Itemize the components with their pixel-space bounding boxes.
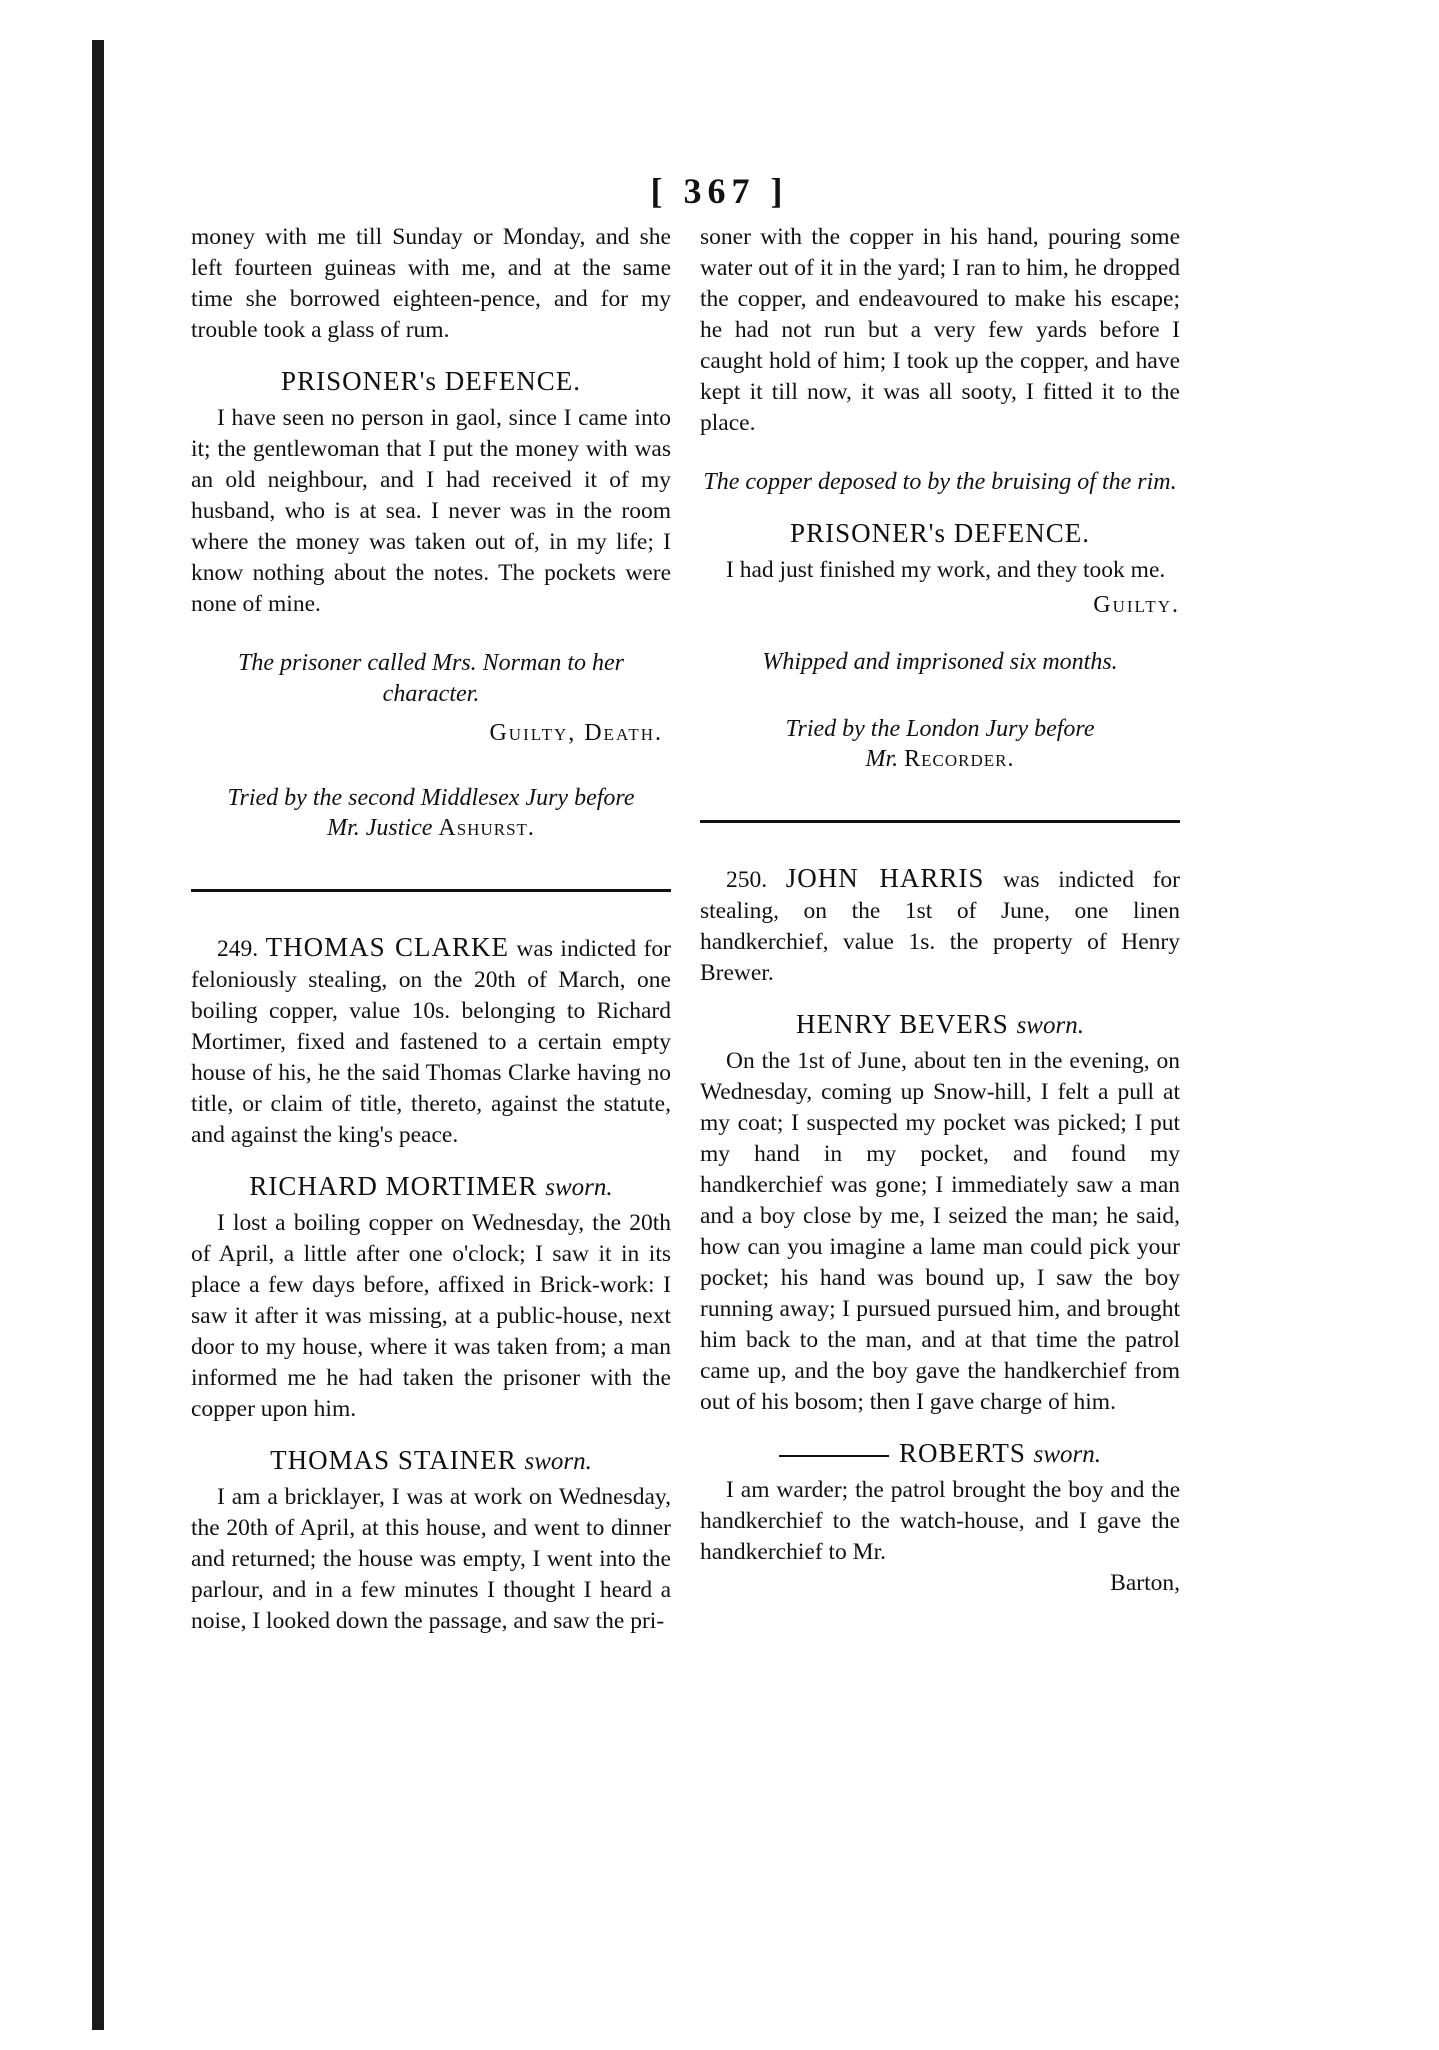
left-section-rule: [191, 889, 671, 892]
catchword: Barton,: [1110, 1570, 1180, 1596]
case-250-text: was indicted for stealing, on the 1st of June, one linen handkerchief, value 1s. the property of Henry Brewer.: [700, 867, 1181, 986]
witness-mortimer-sworn: sworn.: [545, 1174, 613, 1201]
right-jury-line2-a: Mr.: [865, 746, 899, 772]
left-defence-text: I have seen no person in gaol, since I came into it; the gentlewoman that I put the money with was an old neighbour, and I had received it of my husband, who is at sea. I never was in the room where the money was taken out of, in my life; I know nothing about the notes. The pockets were none of mine.: [191, 405, 671, 617]
right-paragraph-continued: soner with the copper in his hand, pouring some water out of it in the yard; I ran to him, he dropped the copper, and endeavoured to make his escape; he had not run but a very few yards before I caught hold of him; I took up the copper, and have kept it till now, it was all sooty, I fitted it to the place.: [700, 224, 1180, 436]
witness-stainer-testimony: I am a bricklayer, I was at work on Wednesday, the 20th of April, at this house, and went to dinner and returned; the house was empty, I went into the parlour, and in a few minutes I thought I heard a noise, I looked down the passage, and saw the pri-: [191, 1484, 671, 1634]
case-249-number: 249.: [217, 936, 259, 962]
case-249-text: was indicted for feloniously stealing, on the 20th of March, one boiling copper, value 10s. belonging to Richard Mortimer, fixed and fastened to a certain empty house of his, he the said Thomas Clarke having no title, or claim of title, thereto, against the statute, and against the king's peace.: [191, 936, 671, 1148]
witness-stainer-name: THOMAS STAINER: [270, 1445, 517, 1475]
witness-mortimer-name: RICHARD MORTIMER: [249, 1171, 538, 1201]
witness-bevers-testimony: On the 1st of June, about ten in the evening, on Wednesday, coming up Snow-hill, I felt a pull at my coat; I suspected my pocket was picked; I put my hand in my pocket, and found my handkerchief was gone; I immediately saw a man and a boy close by me, I seized the man; he said, how can you imagine a lame man could pick your pocket; his hand was bound up, I saw the boy running away; I pursued pursued him, and brought him back to the man, and at that time the patrol came up, and the boy gave the handkerchief from out of his bosom; then I gave charge of him.: [700, 1048, 1180, 1415]
witness-bevers-sworn: sworn.: [1016, 1012, 1084, 1039]
left-verdict: Guilty, Death.: [489, 720, 663, 746]
left-jury-note: [191, 783, 671, 843]
witness-stainer-sworn: sworn.: [524, 1448, 592, 1475]
right-verdict: Guilty.: [1093, 592, 1180, 618]
left-jury-judge: Ashurst.: [438, 815, 535, 841]
right-sentence: Whipped and imprisoned six months.: [762, 649, 1118, 675]
witness-roberts-heading: [700, 1438, 1180, 1469]
left-paragraph-continued: money with me till Sunday or Monday, and she left fourteen guineas with me, and at the same time she borrowed eighteen-pence, and for my trouble took a glass of rum.: [191, 224, 671, 343]
witness-mortimer-testimony: I lost a boiling copper on Wednesday, the 20th of April, a little after one o'clock; I saw it in its place a few days before, affixed in Brick-work: I saw it after it was missing, at a public-house, next door to my house, where it was taken from; a man informed me he had taken the prisoner with the copper upon him.: [191, 1210, 671, 1422]
left-jury-line2-a: Mr. Justice: [327, 815, 433, 841]
scan-edge-bar: [92, 40, 104, 2030]
left-character-note: The prisoner called Mrs. Norman to her character.: [238, 650, 624, 707]
right-column: [700, 222, 1180, 1597]
case-250-defendant: JOHN HARRIS: [785, 863, 985, 893]
right-defence-text: I had just finished my work, and they took me.: [726, 557, 1166, 583]
name-omitted-dash: [779, 1455, 889, 1457]
witness-roberts-name: ROBERTS: [898, 1438, 1026, 1468]
right-prisoner-defence-heading: PRISONER's DEFENCE.: [790, 518, 1090, 548]
right-jury-recorder: Recorder.: [904, 746, 1015, 772]
right-jury-line1: Tried by the London Jury before: [785, 716, 1095, 742]
left-jury-line1: Tried by the second Middlesex Jury before: [227, 785, 635, 811]
witness-bevers-heading: [700, 1009, 1180, 1040]
case-250-indictment: [700, 863, 1180, 989]
right-copper-note: The copper deposed to by the bruising of the rim.: [703, 469, 1177, 495]
left-prisoner-defence-heading: PRISONER's DEFENCE.: [281, 366, 581, 396]
page-number: [ 367 ]: [650, 171, 789, 211]
witness-stainer-heading: [191, 1445, 671, 1476]
witness-bevers-name: HENRY BEVERS: [796, 1009, 1009, 1039]
witness-roberts-testimony: I am warder; the patrol brought the boy and the handkerchief to the watch-house, and I gave the handkerchief to Mr.: [700, 1477, 1180, 1565]
case-249-defendant: THOMAS CLARKE: [265, 932, 509, 962]
witness-mortimer-heading: [191, 1171, 671, 1202]
left-column: [191, 222, 671, 1637]
case-250-number: 250.: [726, 867, 768, 893]
right-section-rule: [700, 820, 1180, 823]
case-249-indictment: [191, 932, 671, 1151]
right-jury-note: [700, 714, 1180, 774]
witness-roberts-sworn: sworn.: [1033, 1441, 1102, 1468]
